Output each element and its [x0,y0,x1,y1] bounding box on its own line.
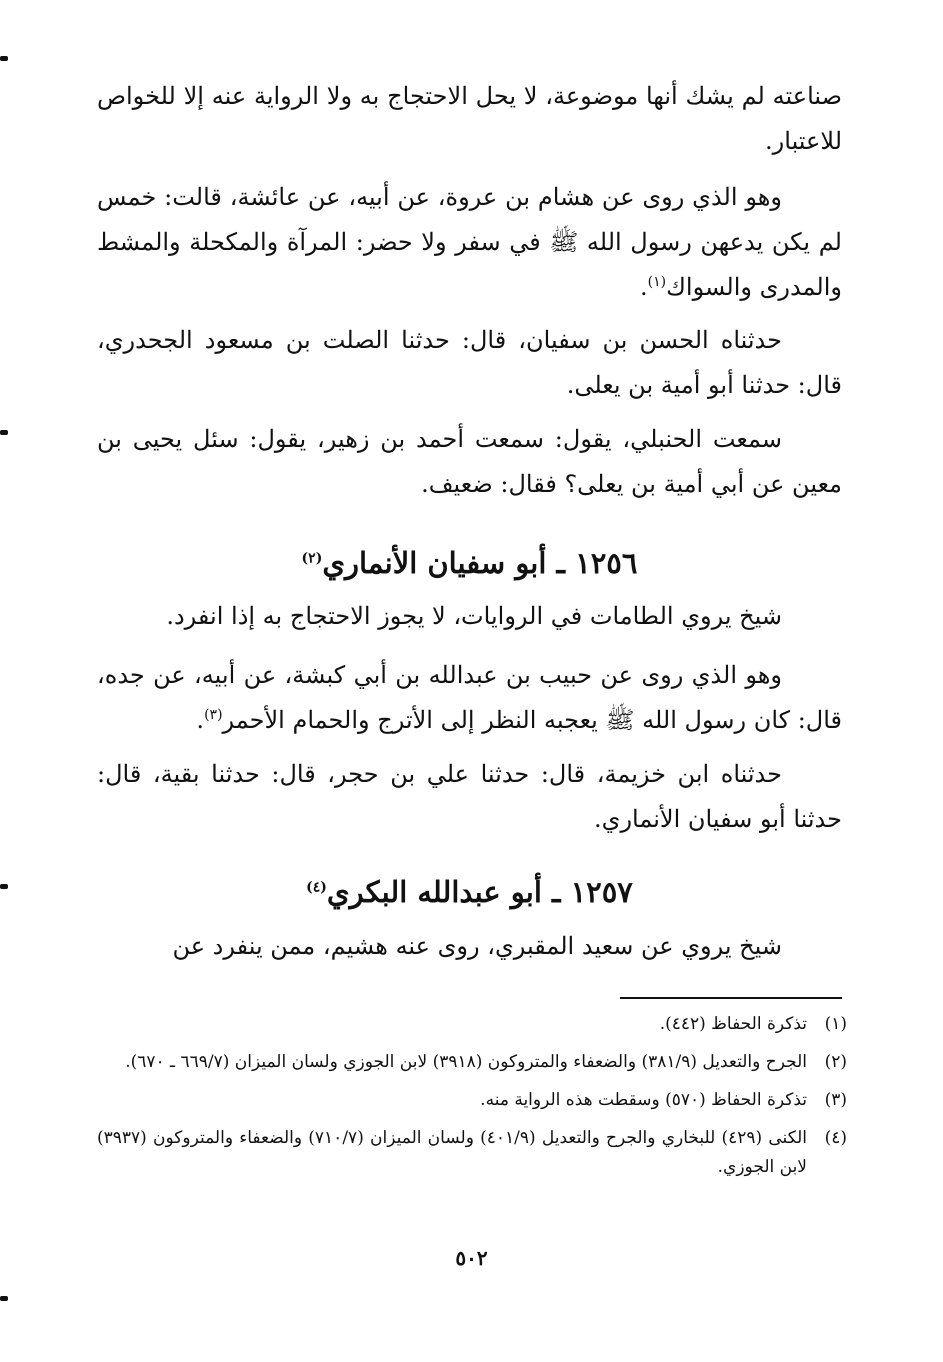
footnote [97,1086,847,1115]
scan-edge-mark [0,56,8,61]
footnote [97,1048,847,1077]
entry-heading-text: ١٢٥٦ ـ أبو سفيان الأنماري [322,546,638,580]
footnote-divider [620,997,842,999]
paragraph: شيخ يروي الطامات في الروايات، لا يجوز الاحتجاج به إذا انفرد. [166,602,782,630]
paragraph-text: وهو الذي روى عن هشام بن عروة، عن أبيه، عن عائشة، قالت: خمس لم يكن يدعهن رسول الله ﷺ في سفر ولا حضر: المرآة والمكحلة والمشط والمدرى والسواك [97,183,842,301]
footnotes [97,1010,847,1191]
footnote [97,1010,847,1039]
footnote-text: الجرح والتعديل (٣٨١/٩) والضعفاء والمتروكون (٣٩١٨) لابن الجوزي ولسان الميزان (٦٦٩/٧ ـ ٦٧٠). [125,1052,807,1072]
footnote-number: (٣) [824,1090,847,1110]
entry-heading [97,543,842,583]
entry-heading [97,872,842,912]
footnote-ref[interactable]: (٣) [204,707,223,723]
paragraph [97,175,842,310]
paragraph: صناعته لم يشك أنها موضوعة، لا يحل الاحتجاج به ولا الرواية عنه إلا للخواص للاعتبار. [97,82,843,155]
paragraph: حدثناه ابن خزيمة، قال: حدثنا علي بن حجر، قال: حدثنا بقية، قال: حدثنا أبو سفيان الأنماري. [97,760,842,833]
footnote-ref[interactable]: (١) [647,274,667,290]
footnote [97,1124,847,1182]
paragraph-period: . [640,273,648,301]
footnote-text: تذكرة الحفاظ (٤٤٢). [659,1014,807,1034]
page-number: ٥٠٢ [455,1246,488,1270]
footnote-number: (٢) [824,1052,847,1072]
footnote-ref[interactable]: (٤) [306,879,327,896]
footnote-number: (١) [824,1014,847,1034]
footnote-text: الكنى (٤٢٩) للبخاري والجرح والتعديل (٤٠١/٩) ولسان الميزان (٧١٠/٧) والضعفاء والمتروكون (٣٩٣٧) لابن الجوزي. [97,1128,807,1177]
scan-edge-mark [0,430,8,435]
paragraph [97,653,842,743]
footnote-ref[interactable]: (٢) [301,550,323,567]
footnote-text: تذكرة الحفاظ (٥٧٠) وسقطت هذه الرواية منه. [480,1090,807,1110]
paragraph: سمعت الحنبلي، يقول: سمعت أحمد بن زهير، يقول: سئل يحيى بن معين عن أبي أمية بن يعلى؟ فقال: ضعيف. [97,425,842,498]
footnote-number: (٤) [824,1128,847,1148]
paragraph-period: . [196,706,205,734]
paragraph: شيخ يروي عن سعيد المقبري، روى عنه هشيم، ممن ينفرد عن [172,932,782,960]
paragraph: حدثناه الحسن بن سفيان، قال: حدثنا الصلت بن مسعود الجحدري، قال: حدثنا أبو أمية بن يعلى. [97,326,842,399]
scan-edge-mark [0,884,8,889]
paragraph-text: وهو الذي روى عن حبيب بن عبدالله بن أبي كبشة، عن أبيه، عن جده، قال: كان رسول الله ﷺ يعجبه النظر إلى الأترج والحمام الأحمر [97,661,842,734]
scan-edge-mark [0,1296,8,1301]
entry-heading-text: ١٢٥٧ ـ أبو عبدالله البكري [326,875,633,909]
